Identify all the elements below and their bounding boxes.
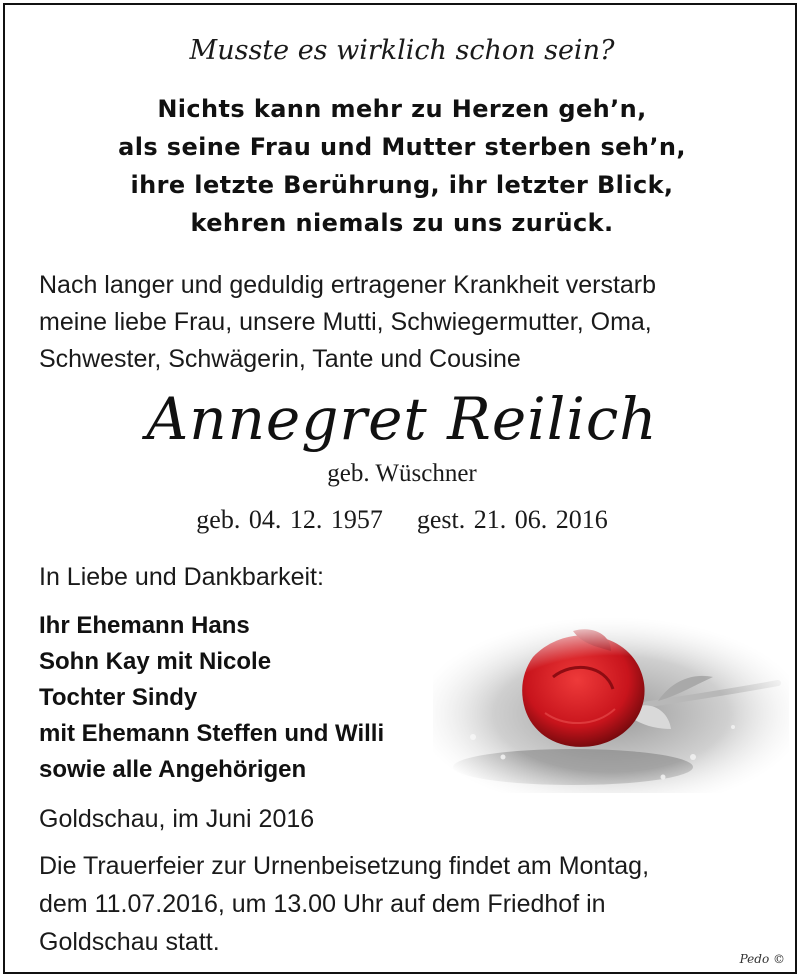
funeral-line: Die Trauerfeier zur Urnenbeisetzung findet am Montag, <box>39 852 650 880</box>
mourner-line: mit Ehemann Steffen und Willi <box>39 720 385 747</box>
rose-image <box>433 617 789 793</box>
obituary-notice <box>3 3 797 974</box>
poem <box>5 90 799 242</box>
mourner-line: sowie alle Angehörigen <box>39 756 307 783</box>
intro-line: Nach langer und geduldig ertragener Krankheit verstarb <box>39 271 657 299</box>
intro-line: Schwester, Schwägerin, Tante und Cousine <box>39 345 521 373</box>
thanks-heading: In Liebe und Dankbarkeit: <box>39 563 324 591</box>
mourner-line: Sohn Kay mit Nicole <box>39 648 272 675</box>
designer-credit: Pedo © <box>739 952 785 966</box>
intro-line: meine liebe Frau, unsere Mutti, Schwiegermutter, Oma, <box>39 308 652 336</box>
poem-line: kehren niemals zu uns zurück. <box>190 209 614 237</box>
poem-line: Nichts kann mehr zu Herzen geh’n, <box>157 95 647 123</box>
intro-text <box>39 267 779 378</box>
death-date: gest. 21. 06. 2016 <box>416 505 608 534</box>
funeral-line: Goldschau statt. <box>39 928 220 956</box>
funeral-info <box>39 847 779 961</box>
funeral-line: dem 11.07.2016, um 13.00 Uhr auf dem Friedhof in <box>39 890 606 918</box>
mourners-list <box>39 608 384 788</box>
birth-date: geb. 04. 12. 1957 <box>196 505 383 534</box>
poem-line: als seine Frau und Mutter sterben seh’n, <box>118 133 686 161</box>
opening-quote: Musste es wirklich schon sein? <box>189 35 615 66</box>
deceased-name: Annegret Reilich <box>146 385 658 453</box>
life-dates <box>5 505 799 535</box>
poem-line: ihre letzte Berührung, ihr letzter Blick, <box>130 171 674 199</box>
mourner-line: Tochter Sindy <box>39 684 198 711</box>
mourner-line: Ihr Ehemann Hans <box>39 612 250 639</box>
place-and-date: Goldschau, im Juni 2016 <box>39 805 315 833</box>
birth-name: geb. Wüschner <box>327 460 477 487</box>
